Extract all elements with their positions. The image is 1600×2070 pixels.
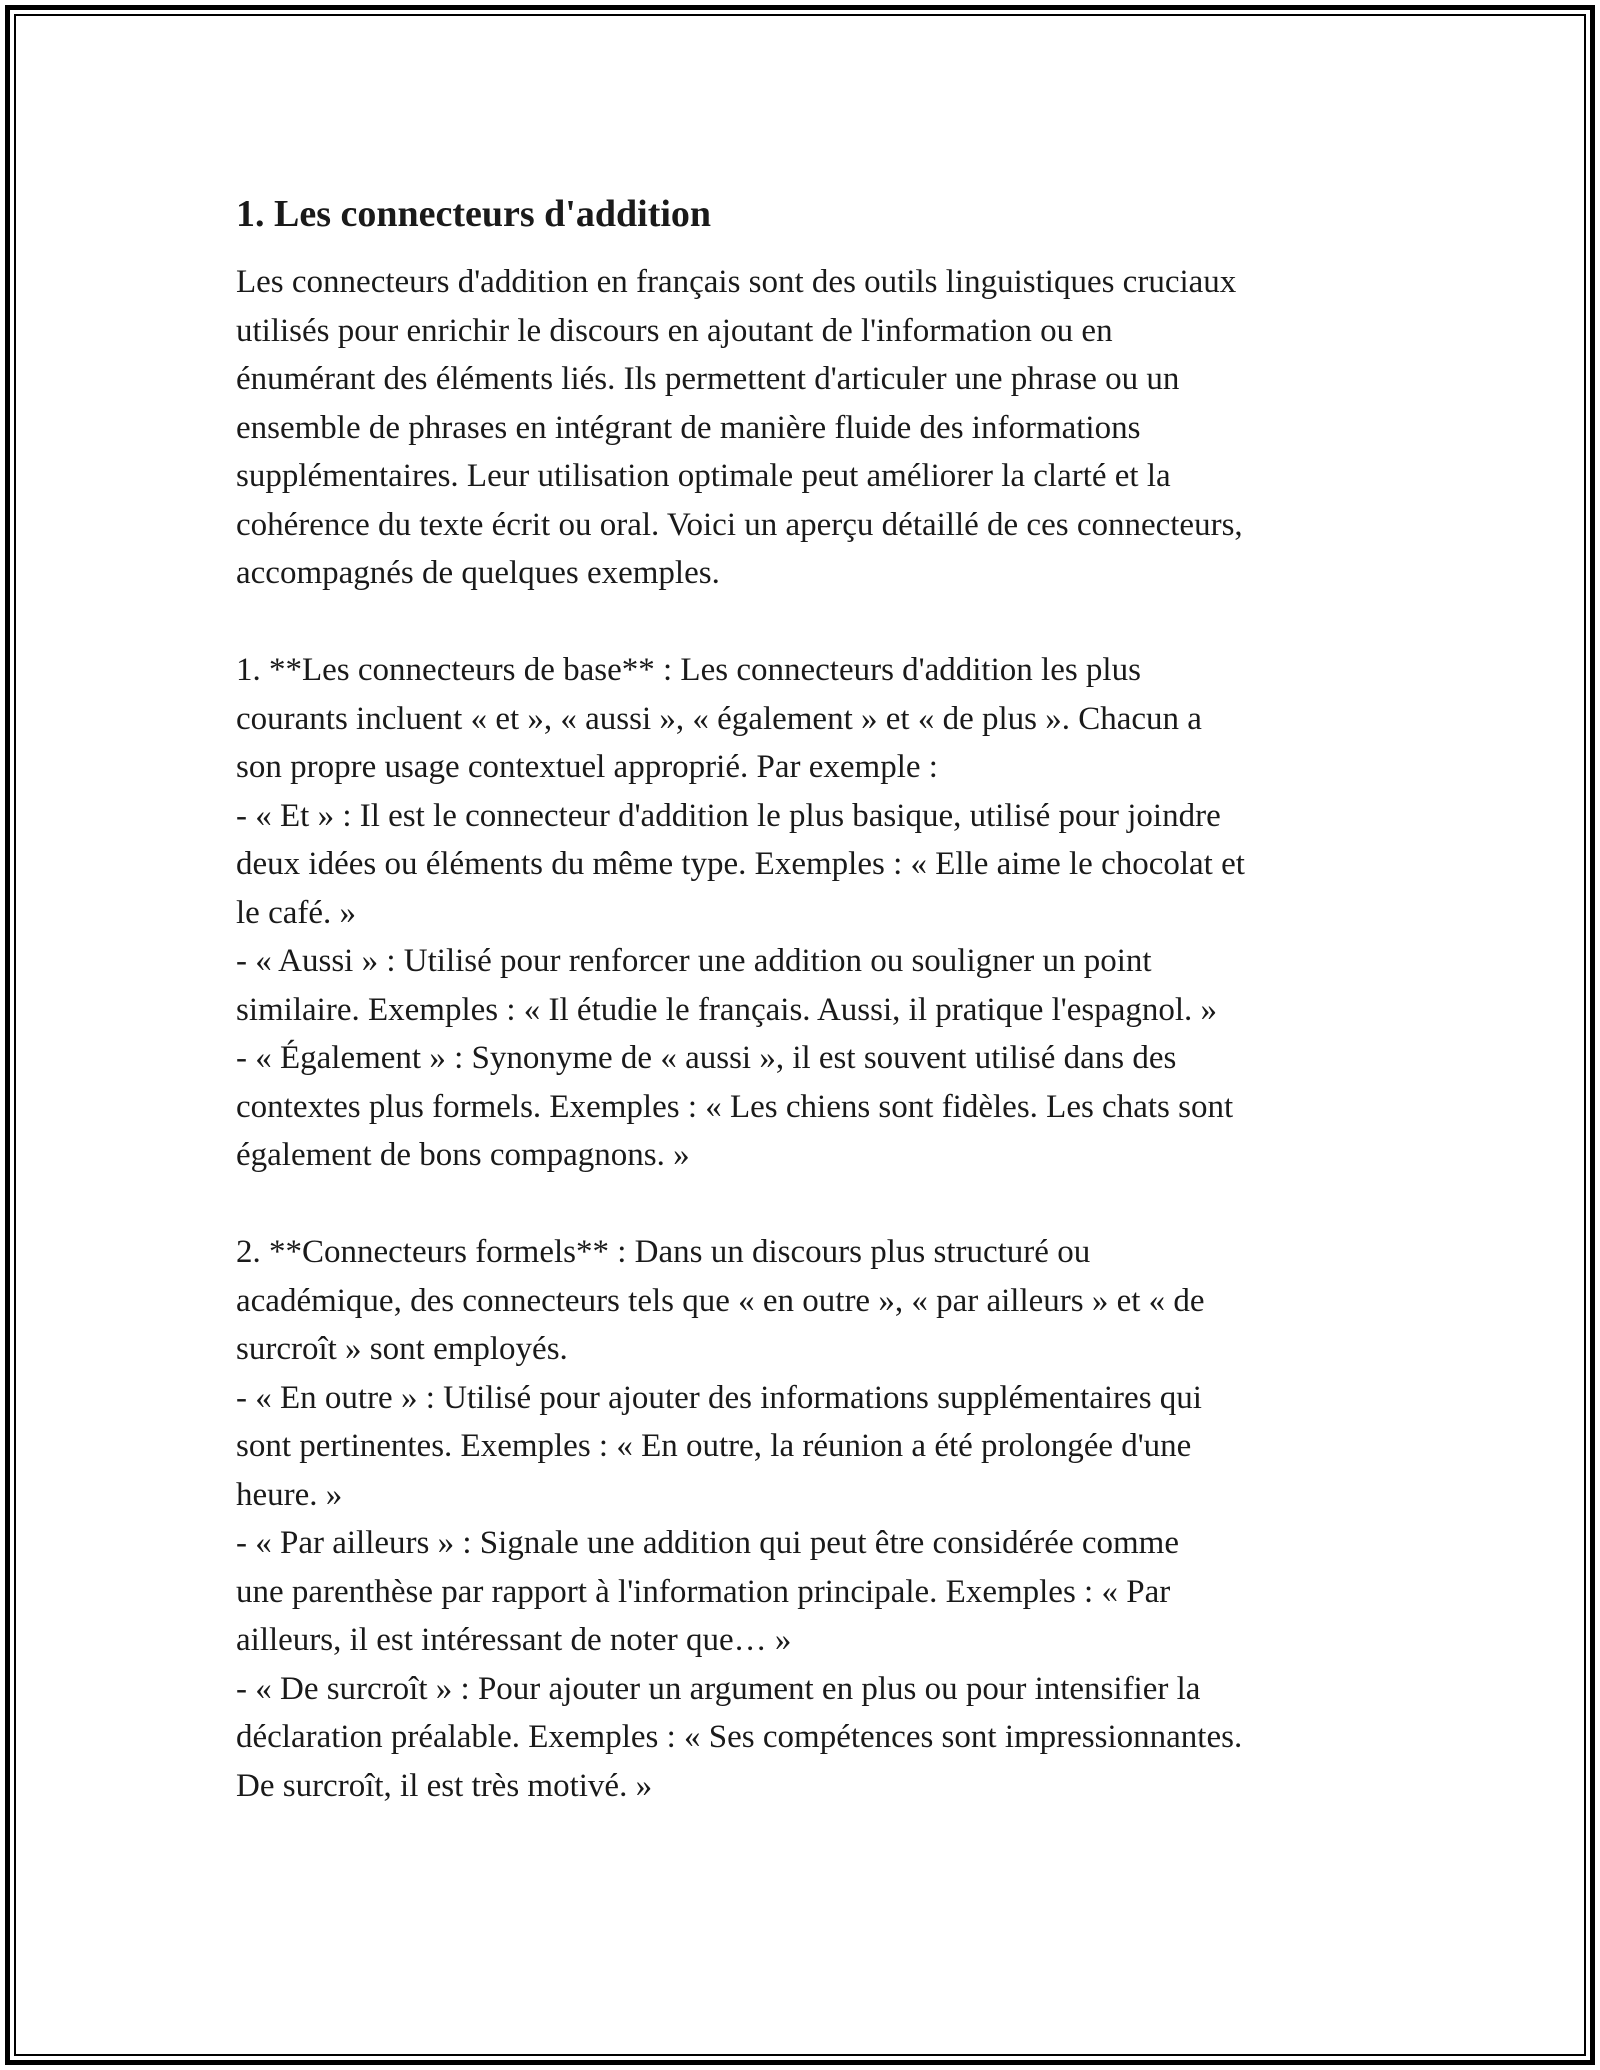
intro-paragraph: Les connecteurs d'addition en français sont des outils linguistiques cruciaux utilisés pour enrichir le discours en ajoutant de l'information ou en énumérant des éléments liés. Ils permettent d'articuler une phrase ou un ensemble de phrases en intégrant de manière fluide des informations supplémentaires. Leur utilisation optimale peut améliorer la clarté et la cohérence du texte écrit ou oral. Voici un aperçu détaillé de ces connecteurs, accompagnés de quelques exemples. (236, 264, 1243, 591)
list-item: - « Par ailleurs » : Signale une addition qui peut être considérée comme une parenthèse par rapport à l'information principale. Exemples : « Par ailleurs, il est intéressant de noter que… » (236, 1525, 1179, 1658)
list-item: - « Aussi » : Utilisé pour renforcer une addition ou souligner un point similaire. Exemples : « Il étudie le français. Aussi, il pratique l'espagnol. » (236, 943, 1218, 1028)
list-item: - « Également » : Synonyme de « aussi », il est souvent utilisé dans des contextes plus formels. Exemples : « Les chiens sont fidèles. Les chats sont également de bons compagnons. » (236, 1040, 1234, 1173)
section-heading: 1. Les connecteurs d'addition (236, 193, 712, 235)
list-item: - « En outre » : Utilisé pour ajouter des informations supplémentaires qui sont pertinentes. Exemples : « En outre, la réunion a été prolongée d'une heure. » (236, 1379, 1202, 1513)
section-formal-connectors (236, 1228, 1386, 1810)
list-item: - « De surcroît » : Pour ajouter un argument en plus ou pour intensifier la déclaration préalable. Exemples : « Ses compétences sont impressionnantes. De surcroît, il est très motivé. » (236, 1670, 1243, 1804)
section-basic-connectors (236, 646, 1386, 1180)
list-item: - « Et » : Il est le connecteur d'addition le plus basique, utilisé pour joindre deux idées ou éléments du même type. Exemples : « Elle aime le chocolat et le café. » (236, 797, 1245, 931)
section-intro: 1. **Les connecteurs de base** : Les connecteurs d'addition les plus courants incluent « et », « aussi », « également » et « de plus ». Chacun a son propre usage contextuel approprié. Par exemple : (236, 652, 1202, 785)
section-intro: 2. **Connecteurs formels** : Dans un discours plus structuré ou académique, des connecteurs tels que « en outre », « par ailleurs » et « de surcroît » sont employés. (236, 1234, 1205, 1367)
document-page (236, 188, 1386, 1810)
